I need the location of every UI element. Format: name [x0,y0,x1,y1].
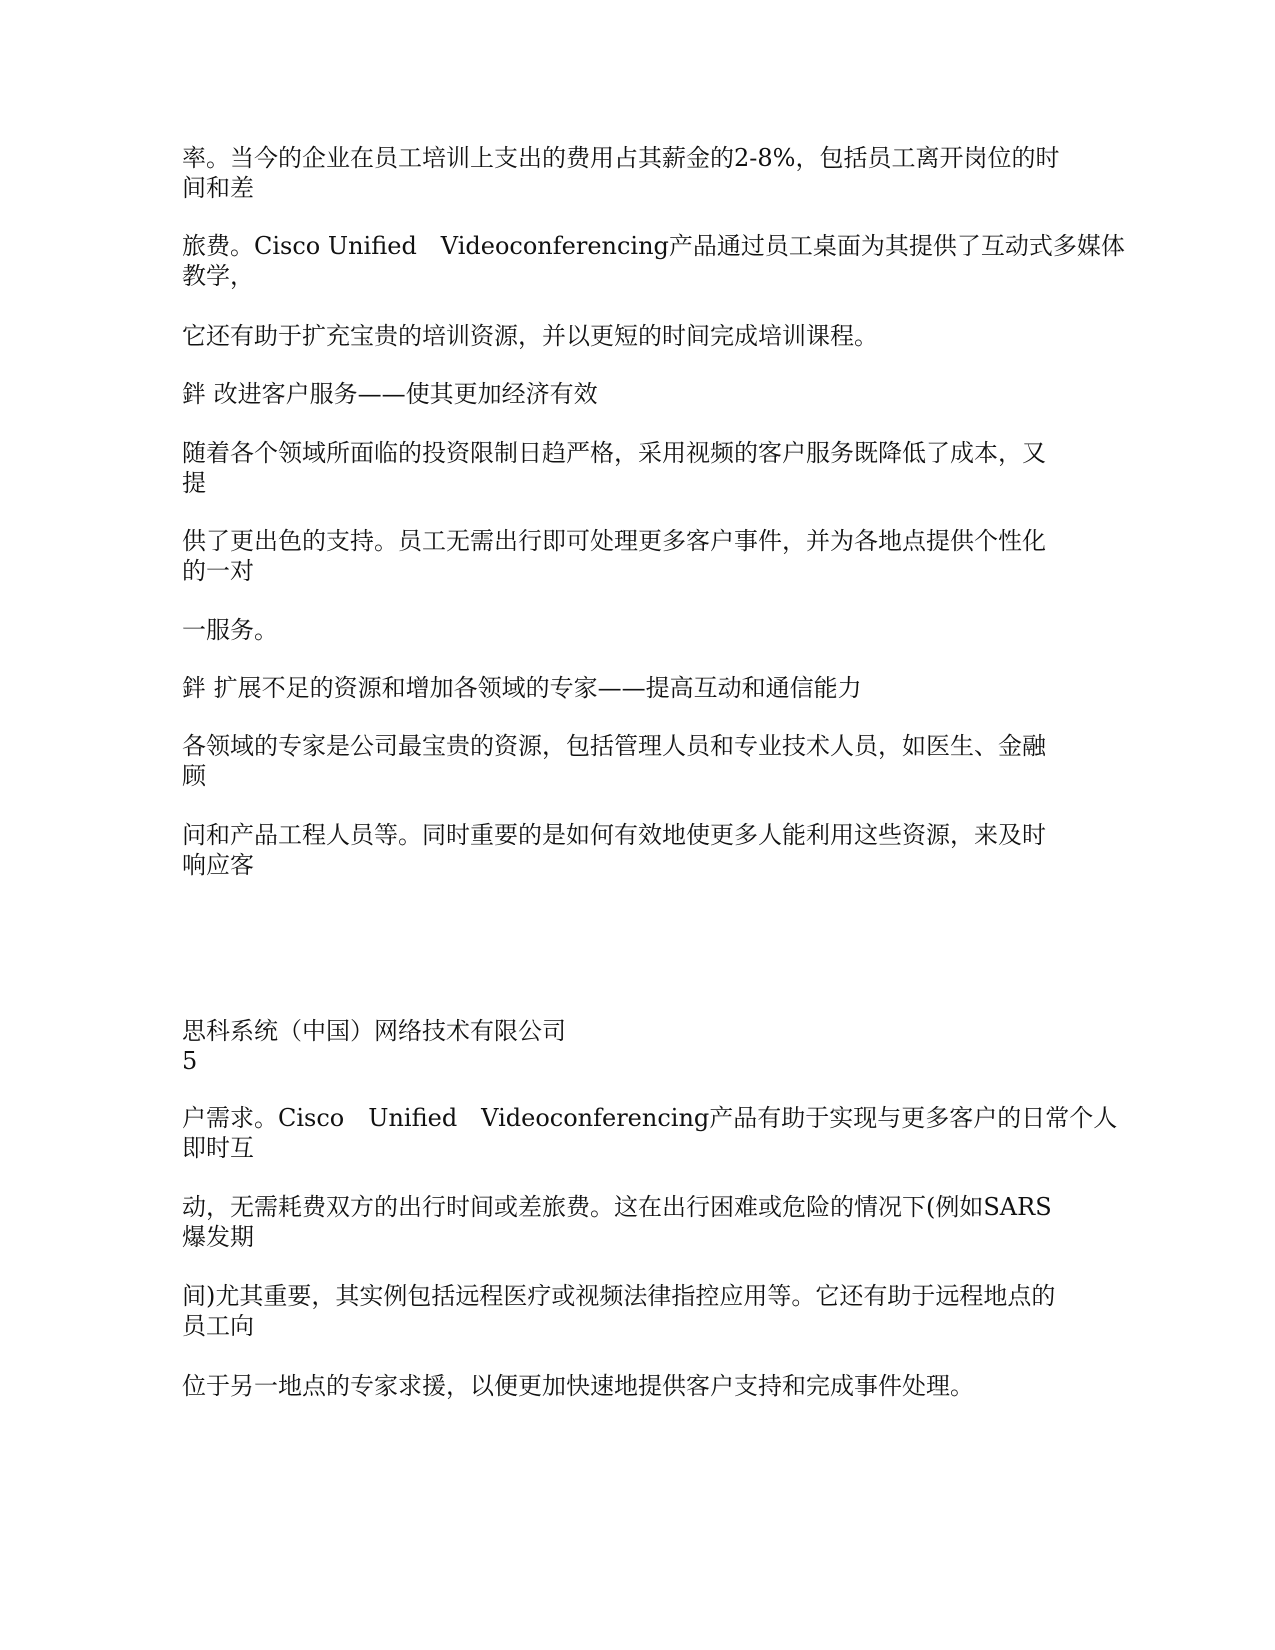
paragraph-one-on-one-service [182,615,1082,645]
text-line: 随着各个领域所面临的投资限制日趋严格，采用视频的客户服务既降低了成本，又 [182,439,1046,467]
text-line: 率。当今的企业在员工培训上支出的费用占其薪金的2-8%，包括员工离开岗位的时 [182,144,1060,172]
paragraph-training-cost [182,143,1082,203]
text-line: 鉡 改进客户服务——使其更加经济有效 [182,380,598,408]
text-line: 的一对 [182,557,254,585]
page-footer [182,1016,1082,1076]
paragraph-training-resources [182,321,1082,351]
paragraph-customer-needs [182,1103,1118,1163]
text-line: 问和产品工程人员等。同时重要的是如何有效地使更多人能利用这些资源，来及时 [182,821,1046,849]
paragraph-expert-resources [182,731,1082,791]
text-line: 各领域的专家是公司最宝贵的资源，包括管理人员和专业技术人员，如医生、金融 [182,732,1046,760]
paragraph-better-support [182,526,1082,586]
paragraph-remote-applications [182,1281,1082,1341]
bullet-heading-customer-service [182,379,1082,409]
text-line: 旅费。Cisco Unified Videoconferencing产品通过员工桌面为其提供了互动式多媒体 [182,232,1125,260]
text-line: 它还有助于扩充宝贵的培训资源，并以更短的时间完成培训课程。 [182,322,878,350]
text-line: 员工向 [182,1312,254,1340]
text-line: 供了更出色的支持。员工无需出行即可处理更多客户事件，并为各地点提供个性化 [182,527,1046,555]
text-line: 一服务。 [182,616,278,644]
text-line: 响应客 [182,851,254,879]
text-line: 爆发期 [182,1223,254,1251]
text-line: 动，无需耗费双方的出行时间或差旅费。这在出行困难或危险的情况下(例如SARS [182,1193,1052,1221]
paragraph-no-travel [182,1192,1082,1252]
text-line: 户需求。Cisco Unified Videoconferencing产品有助于实现与更多客户的日常个人 [182,1104,1118,1132]
text-line: 教学， [182,262,254,290]
text-line: 鉡 扩展不足的资源和增加各领域的专家——提高互动和通信能力 [182,674,862,702]
paragraph-expert-assistance [182,1371,1082,1401]
text-line: 提 [182,469,206,497]
bullet-heading-experts [182,673,1082,703]
page-number: 5 [182,1047,198,1075]
text-line: 位于另一地点的专家求援，以便更加快速地提供客户支持和完成事件处理。 [182,1372,974,1400]
text-line: 顾 [182,762,206,790]
company-name: 思科系统（中国）网络技术有限公司 [182,1017,566,1045]
text-line: 间和差 [182,174,254,202]
text-line: 间)尤其重要，其实例包括远程医疗或视频法律指控应用等。它还有助于远程地点的 [182,1282,1056,1310]
paragraph-investment-limits [182,438,1082,498]
paragraph-product-engineers [182,820,1082,880]
paragraph-travel-cost [182,231,1125,291]
text-line: 即时互 [182,1134,254,1162]
